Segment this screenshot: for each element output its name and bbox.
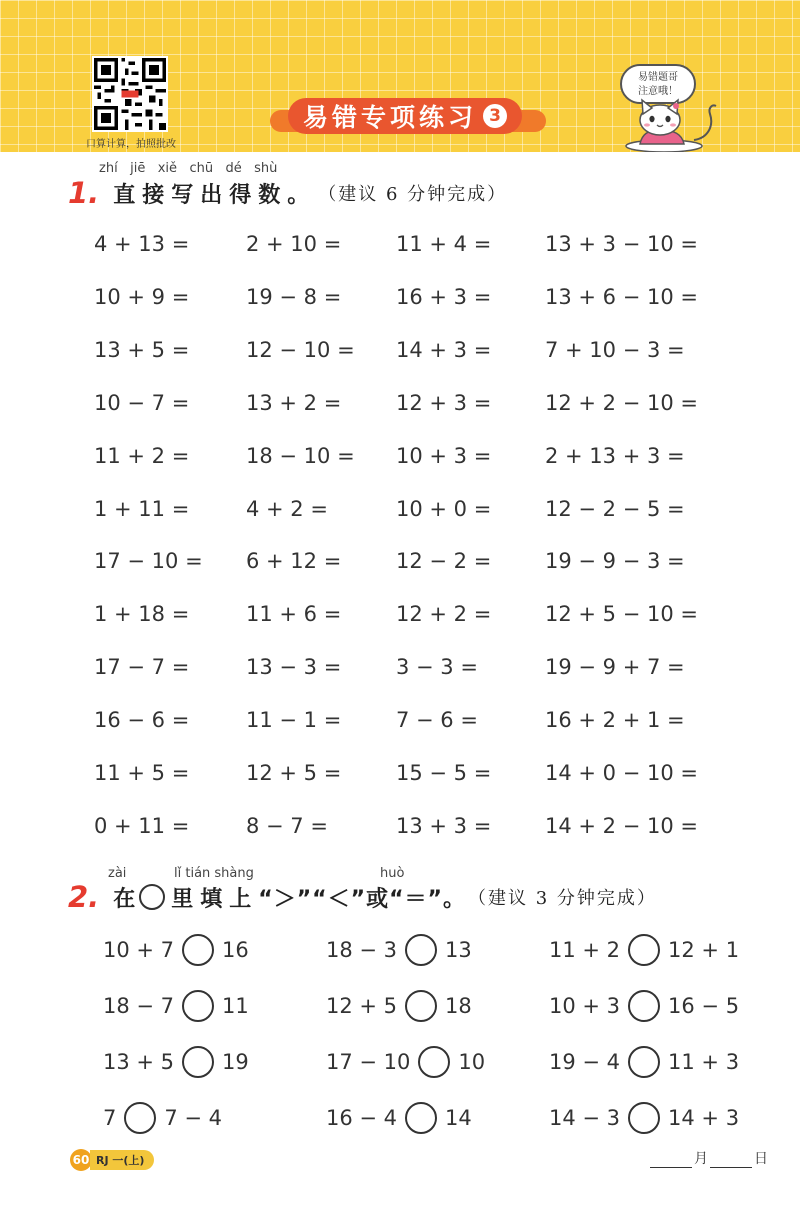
qr-code-icon[interactable] [92,56,168,132]
equation-item[interactable]: 12 + 5 − 10 = [545,602,698,627]
equation-item[interactable]: 3 − 3 = [396,655,478,680]
comparison-left: 14 − 3 [549,1106,621,1130]
equation-item[interactable]: 4 + 13 = [94,232,190,256]
comparison-right: 7 − 4 [164,1106,223,1130]
equation-item[interactable]: 16 + 2 + 1 = [545,708,685,733]
equation-item[interactable]: 12 + 2 = [396,602,492,627]
equation-item[interactable]: 19 − 9 − 3 = [545,549,685,574]
equation-item[interactable]: 0 + 11 = [94,813,190,838]
comparison-left: 17 − 10 [326,1050,411,1074]
comparison-left: 7 [103,1106,117,1130]
equation-item[interactable]: 13 + 3 = [396,813,492,838]
comparison-right: 16 [222,938,249,962]
comparison-left: 13 + 5 [103,1050,175,1074]
equation-item[interactable]: 13 + 6 − 10 = [545,284,698,309]
section2-pinyin-huo: huò [380,866,405,881]
answer-circle[interactable] [628,1102,660,1134]
answer-circle[interactable] [405,990,437,1022]
comparison-item [326,1102,472,1134]
qr-caption: 口算计算，拍照批改 [86,139,176,150]
equation-item[interactable]: 1 + 18 = [94,602,190,627]
section2-note: （建议 3 分钟完成） [468,888,657,909]
section2-pinyin-li-tian-shang: lǐ tián shàng [174,866,254,881]
comparison-right: 10 [458,1050,486,1074]
equation-item[interactable]: 7 − 6 = [396,708,478,733]
equation-item[interactable]: 11 + 4 = [396,232,492,256]
equation-item[interactable]: 13 − 3 = [246,655,342,680]
date-field [648,1148,768,1168]
comparison-left: 10 + 3 [549,994,621,1018]
equation-item[interactable]: 12 − 2 = [396,549,492,574]
answer-circle[interactable] [418,1046,450,1078]
month-blank[interactable] [650,1153,692,1168]
equation-item[interactable]: 13 + 2 = [246,390,342,415]
equation-item[interactable]: 6 + 12 = [246,549,342,574]
comparison-item [549,1102,739,1134]
equation-item[interactable]: 10 + 3 = [396,443,492,468]
section2-title-part2: 里填上 [171,886,259,912]
equation-item[interactable]: 12 + 3 = [396,390,492,415]
equation-item[interactable]: 12 − 2 − 5 = [545,496,685,521]
equation-item[interactable]: 11 + 5 = [94,761,190,785]
comparison-right: 18 [445,994,472,1018]
comparison-right: 16 − 5 [668,994,740,1018]
section2-pinyin-zai: zài [108,866,127,881]
day-label: 日 [754,1151,768,1167]
comparison-item [103,1102,222,1134]
equation-item[interactable]: 16 + 3 = [396,284,492,309]
equation-item[interactable]: 13 + 5 = [94,337,190,362]
comparison-right: 11 + 3 [668,1050,740,1074]
section2-number: 2. [68,880,100,914]
bubble-line-2: 注意哦！ [638,86,678,97]
comparison-right: 14 + 3 [668,1106,740,1130]
edition-label: RJ 一(上) [90,1150,154,1170]
equation-item[interactable]: 12 + 2 − 10 = [545,390,698,415]
comparison-left: 19 − 4 [549,1050,621,1074]
comparison-left: 18 − 7 [103,994,175,1018]
cat-mascot-icon [624,96,720,152]
section1-heading [68,176,507,210]
equation-item[interactable]: 11 + 2 = [94,443,190,468]
answer-circle[interactable] [124,1102,156,1134]
comparison-item [326,934,472,966]
comparison-right: 13 [445,938,472,962]
circle-blank-icon [139,884,165,910]
comparison-left: 10 + 7 [103,938,175,962]
month-label: 月 [694,1151,708,1167]
comparison-left: 18 − 3 [326,938,398,962]
page-number: 60 [70,1149,92,1171]
comparison-right: 14 [445,1106,472,1130]
equation-item[interactable]: 17 − 10 = [94,549,203,574]
page-title [270,98,546,136]
equation-item[interactable]: 10 + 0 = [396,496,492,521]
equation-item[interactable]: 14 + 3 = [396,337,492,362]
bubble-line-1: 易错题哥 [638,72,678,83]
equation-item[interactable]: 2 + 13 + 3 = [545,443,685,468]
title-pill [288,98,522,134]
answer-circle[interactable] [628,1046,660,1078]
comparison-item [549,1046,739,1078]
comparison-item [549,990,739,1022]
section1-note: （建议 6 分钟完成） [318,184,508,205]
answer-circle[interactable] [182,990,214,1022]
comparison-left: 16 − 4 [326,1106,398,1130]
equation-item[interactable]: 1 + 11 = [94,496,190,521]
equation-item[interactable]: 19 − 8 = [246,284,342,309]
section2-title-part1: 在 [113,886,140,912]
equation-item[interactable]: 8 − 7 = [246,813,328,838]
equation-item[interactable]: 18 − 10 = [246,443,355,468]
answer-circle[interactable] [405,934,437,966]
equation-item[interactable]: 4 + 2 = [246,496,328,521]
comparison-item [103,990,249,1022]
title-number: 3 [483,104,507,128]
answer-circle[interactable] [628,990,660,1022]
equation-item[interactable]: 14 + 2 − 10 = [545,813,698,838]
section1-number: 1. [68,176,100,210]
footer-page-badge [70,1149,154,1171]
comparison-right: 12 + 1 [668,938,740,962]
comparison-item [326,1046,485,1078]
comparison-right: 19 [222,1050,249,1074]
equation-item[interactable]: 13 + 3 − 10 = [545,232,698,256]
equation-item[interactable]: 19 − 9 + 7 = [545,655,685,680]
section2-heading [68,880,657,914]
answer-circle[interactable] [182,1046,214,1078]
equation-item[interactable]: 15 − 5 = [396,761,492,785]
equation-item[interactable]: 17 − 7 = [94,655,190,680]
title-text: 易错专项练习 [302,103,477,132]
equation-item[interactable]: 11 + 6 = [246,602,342,627]
comparison-right: 11 [222,994,249,1018]
header-banner [0,0,800,152]
answer-circle[interactable] [405,1102,437,1134]
equation-item[interactable]: 14 + 0 − 10 = [545,761,698,785]
section1-pinyin: zhí jiē xiě chū dé shù [99,161,278,176]
comparison-item [549,934,739,966]
answer-circle[interactable] [628,934,660,966]
comparison-left: 12 + 5 [326,994,398,1018]
equation-item[interactable]: 2 + 10 = [246,232,342,256]
comparison-item [103,934,249,966]
equation-item[interactable]: 12 − 10 = [246,337,355,362]
equation-item[interactable]: 16 − 6 = [94,708,190,733]
comparison-left: 11 + 2 [549,938,621,962]
equation-item[interactable]: 10 − 7 = [94,390,190,415]
comparison-item [103,1046,249,1078]
equation-item[interactable]: 12 + 5 = [246,761,342,785]
day-blank[interactable] [710,1153,752,1168]
equation-item[interactable]: 10 + 9 = [94,284,190,309]
answer-circle[interactable] [182,934,214,966]
section1-title: 直接写出得数。 [113,182,317,208]
section2-title-part3: “＞”“＜”或“＝”。 [258,886,466,912]
equation-item[interactable]: 7 + 10 − 3 = [545,337,685,362]
equation-item[interactable]: 11 − 1 = [246,708,342,733]
comparison-item [326,990,472,1022]
